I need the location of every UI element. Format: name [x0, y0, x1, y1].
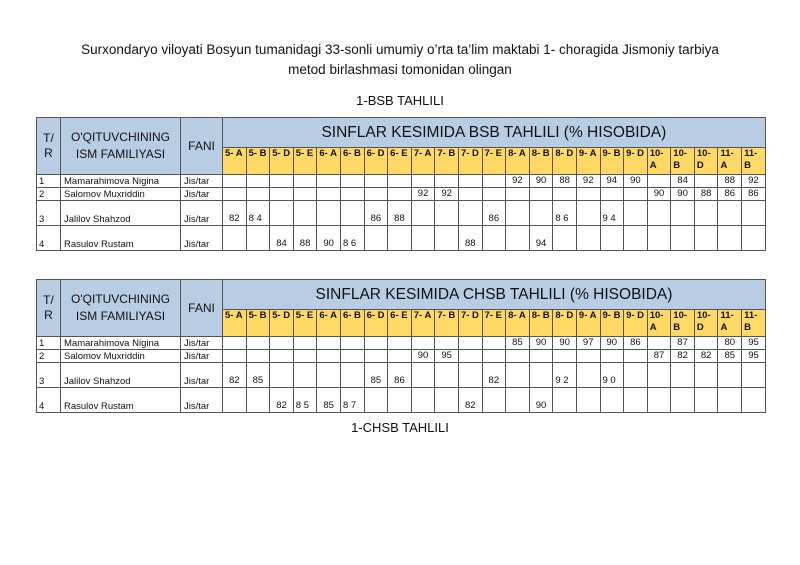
- score-cell: 8 7: [340, 388, 364, 413]
- score-cell: [624, 350, 648, 363]
- score-cell: 88: [458, 226, 482, 251]
- score-cell: [223, 337, 247, 350]
- score-cell: 92: [435, 188, 459, 201]
- score-cell: [340, 188, 364, 201]
- score-cell: [270, 337, 294, 350]
- score-cell: [482, 337, 506, 350]
- table-row: [37, 201, 766, 226]
- score-cell: [270, 175, 294, 188]
- score-cell: [411, 175, 435, 188]
- score-cell: [223, 350, 247, 363]
- score-cell: [293, 363, 317, 388]
- score-cell: [624, 363, 648, 388]
- score-cell: 85: [246, 363, 270, 388]
- score-cell: 95: [742, 337, 766, 350]
- score-cell: [482, 188, 506, 201]
- score-cell: 82: [482, 363, 506, 388]
- subject-cell: Jis/tar: [181, 388, 223, 413]
- score-cell: [340, 201, 364, 226]
- tr-header: T/ R: [37, 118, 61, 175]
- score-cell: 80: [718, 337, 742, 350]
- table-row: [37, 337, 766, 350]
- table-row: [37, 350, 766, 363]
- subject-header: FANI: [181, 118, 223, 175]
- score-cell: [435, 226, 459, 251]
- score-cell: 86: [364, 201, 388, 226]
- class-header: 9- A: [576, 148, 600, 175]
- score-cell: [411, 388, 435, 413]
- score-cell: 90: [671, 188, 695, 201]
- score-cell: 90: [529, 175, 553, 188]
- teacher-name: Mamarahimova Nigina: [61, 175, 181, 188]
- title-line-2: metod birlashmasi tomonidan olingan: [288, 62, 512, 77]
- row-number: 2: [37, 350, 61, 363]
- score-cell: [576, 188, 600, 201]
- score-cell: [506, 188, 530, 201]
- class-header: 5- B: [246, 310, 270, 337]
- class-header: 5- E: [293, 310, 317, 337]
- score-cell: [624, 201, 648, 226]
- class-header: 5- A: [223, 310, 247, 337]
- class-header: 6- E: [388, 310, 412, 337]
- score-cell: [576, 388, 600, 413]
- score-cell: 92: [576, 175, 600, 188]
- class-header: 7- E: [482, 148, 506, 175]
- score-cell: [671, 226, 695, 251]
- class-header: 5- E: [293, 148, 317, 175]
- score-cell: [435, 175, 459, 188]
- score-cell: [364, 337, 388, 350]
- score-cell: [506, 388, 530, 413]
- score-cell: [246, 388, 270, 413]
- score-cell: [529, 363, 553, 388]
- score-cell: 87: [671, 337, 695, 350]
- score-cell: [671, 201, 695, 226]
- subject-cell: Jis/tar: [181, 188, 223, 201]
- teacher-name: Jalilov Shahzod: [61, 201, 181, 226]
- score-cell: [624, 388, 648, 413]
- score-cell: [270, 350, 294, 363]
- score-cell: 88: [388, 201, 412, 226]
- score-cell: 86: [482, 201, 506, 226]
- score-cell: 86: [624, 337, 648, 350]
- score-cell: [576, 201, 600, 226]
- score-cell: [742, 201, 766, 226]
- class-header: 10- B: [671, 310, 695, 337]
- score-cell: [293, 337, 317, 350]
- class-header: 7- B: [435, 148, 459, 175]
- score-cell: 86: [718, 188, 742, 201]
- score-cell: [388, 226, 412, 251]
- chsb-analysis-table: [36, 279, 766, 413]
- score-cell: [506, 350, 530, 363]
- score-cell: [435, 363, 459, 388]
- score-cell: [694, 363, 718, 388]
- teacher-name: Mamarahimova Nigina: [61, 337, 181, 350]
- score-cell: [246, 350, 270, 363]
- score-cell: [624, 226, 648, 251]
- score-cell: [317, 188, 341, 201]
- subject-cell: Jis/tar: [181, 175, 223, 188]
- score-cell: [529, 201, 553, 226]
- class-header: 11- B: [742, 148, 766, 175]
- score-cell: [458, 175, 482, 188]
- score-cell: [671, 363, 695, 388]
- score-cell: [364, 175, 388, 188]
- table-row: [37, 175, 766, 188]
- score-cell: [364, 388, 388, 413]
- class-header: 8- A: [506, 310, 530, 337]
- score-cell: [340, 350, 364, 363]
- score-cell: 90: [529, 388, 553, 413]
- score-cell: [647, 388, 671, 413]
- subject-cell: Jis/tar: [181, 363, 223, 388]
- score-cell: [482, 175, 506, 188]
- class-header: 7- A: [411, 148, 435, 175]
- score-cell: [458, 350, 482, 363]
- class-header: 8- D: [553, 310, 577, 337]
- score-cell: [317, 350, 341, 363]
- class-header: 6- A: [317, 148, 341, 175]
- score-cell: [317, 201, 341, 226]
- score-cell: 9 0: [600, 363, 624, 388]
- class-header: 10- A: [647, 148, 671, 175]
- score-cell: [246, 337, 270, 350]
- score-cell: [576, 350, 600, 363]
- score-cell: [293, 188, 317, 201]
- score-cell: 88: [718, 175, 742, 188]
- score-cell: [506, 363, 530, 388]
- class-header: 8- B: [529, 148, 553, 175]
- score-cell: [411, 226, 435, 251]
- score-cell: 90: [317, 226, 341, 251]
- score-cell: [246, 188, 270, 201]
- score-cell: [411, 337, 435, 350]
- score-cell: [364, 226, 388, 251]
- score-cell: 82: [270, 388, 294, 413]
- score-cell: 92: [411, 188, 435, 201]
- class-header: 11- B: [742, 310, 766, 337]
- score-cell: [458, 337, 482, 350]
- score-cell: 84: [270, 226, 294, 251]
- score-cell: [553, 188, 577, 201]
- row-number: 3: [37, 201, 61, 226]
- score-cell: [223, 388, 247, 413]
- score-cell: [482, 388, 506, 413]
- score-cell: [482, 226, 506, 251]
- score-cell: [553, 350, 577, 363]
- name-header: O'QITUVCHINING ISM FAMILIYASI: [61, 280, 181, 337]
- teacher-name: Rasulov Rustam: [61, 226, 181, 251]
- score-cell: [293, 350, 317, 363]
- score-cell: [317, 337, 341, 350]
- row-number: 3: [37, 363, 61, 388]
- score-cell: [647, 226, 671, 251]
- score-cell: 85: [506, 337, 530, 350]
- score-cell: [647, 363, 671, 388]
- score-cell: [293, 175, 317, 188]
- score-cell: [718, 363, 742, 388]
- score-cell: [223, 226, 247, 251]
- table-row: [37, 363, 766, 388]
- score-cell: [600, 226, 624, 251]
- score-cell: 90: [411, 350, 435, 363]
- score-cell: 9 2: [553, 363, 577, 388]
- score-cell: [270, 201, 294, 226]
- score-cell: 90: [624, 175, 648, 188]
- score-cell: 87: [647, 350, 671, 363]
- score-cell: [458, 363, 482, 388]
- score-cell: 92: [742, 175, 766, 188]
- bsb-analysis-table: [36, 117, 766, 251]
- score-cell: 84: [671, 175, 695, 188]
- score-cell: [742, 388, 766, 413]
- name-header: O'QITUVCHINING ISM FAMILIYASI: [61, 118, 181, 175]
- score-cell: 88: [553, 175, 577, 188]
- score-cell: 82: [671, 350, 695, 363]
- score-cell: [223, 175, 247, 188]
- score-cell: [694, 175, 718, 188]
- score-cell: [223, 188, 247, 201]
- score-cell: [506, 201, 530, 226]
- class-header: 6- E: [388, 148, 412, 175]
- row-number: 1: [37, 175, 61, 188]
- document-title: [40, 40, 760, 80]
- teacher-name: Rasulov Rustam: [61, 388, 181, 413]
- class-header: 10- D: [694, 148, 718, 175]
- score-cell: [435, 201, 459, 226]
- score-cell: 82: [223, 201, 247, 226]
- class-header: 7- D: [458, 310, 482, 337]
- subject-cell: Jis/tar: [181, 226, 223, 251]
- score-cell: [340, 175, 364, 188]
- score-cell: [647, 337, 671, 350]
- class-header: 7- A: [411, 310, 435, 337]
- score-cell: [435, 337, 459, 350]
- class-header: 7- B: [435, 310, 459, 337]
- class-header: 9- D: [624, 148, 648, 175]
- teacher-name: Jalilov Shahzod: [61, 363, 181, 388]
- score-cell: 9 4: [600, 201, 624, 226]
- score-cell: [553, 388, 577, 413]
- score-cell: [317, 175, 341, 188]
- class-header: 8- A: [506, 148, 530, 175]
- score-cell: [388, 388, 412, 413]
- score-cell: 8 4: [246, 201, 270, 226]
- score-cell: [270, 363, 294, 388]
- score-cell: [317, 363, 341, 388]
- score-cell: [388, 337, 412, 350]
- score-cell: [600, 350, 624, 363]
- score-cell: 82: [694, 350, 718, 363]
- score-cell: [529, 188, 553, 201]
- score-cell: 85: [364, 363, 388, 388]
- row-number: 2: [37, 188, 61, 201]
- score-cell: [694, 337, 718, 350]
- score-cell: [388, 175, 412, 188]
- score-cell: [506, 226, 530, 251]
- row-number: 4: [37, 388, 61, 413]
- score-cell: 90: [647, 188, 671, 201]
- table-row: [37, 188, 766, 201]
- score-cell: [671, 388, 695, 413]
- score-cell: 94: [600, 175, 624, 188]
- class-header: 6- A: [317, 310, 341, 337]
- score-cell: [718, 201, 742, 226]
- teacher-name: Salomov Muxriddin: [61, 350, 181, 363]
- class-header: 10- A: [647, 310, 671, 337]
- subject-cell: Jis/tar: [181, 201, 223, 226]
- score-cell: 95: [435, 350, 459, 363]
- class-header: 8- D: [553, 148, 577, 175]
- class-header: 10- D: [694, 310, 718, 337]
- score-cell: 90: [529, 337, 553, 350]
- table-row: [37, 226, 766, 251]
- score-cell: [246, 175, 270, 188]
- score-cell: [458, 201, 482, 226]
- class-header: 11- A: [718, 310, 742, 337]
- table-title: SINFLAR KESIMIDA CHSB TAHLILI (% HISOBIDA): [223, 280, 766, 310]
- score-cell: [647, 201, 671, 226]
- score-cell: [694, 201, 718, 226]
- class-header: 5- D: [270, 310, 294, 337]
- score-cell: 95: [742, 350, 766, 363]
- score-cell: 8 6: [553, 201, 577, 226]
- row-number: 1: [37, 337, 61, 350]
- score-cell: [364, 188, 388, 201]
- score-cell: 82: [458, 388, 482, 413]
- score-cell: 97: [576, 337, 600, 350]
- score-cell: 8 6: [340, 226, 364, 251]
- class-header: 5- A: [223, 148, 247, 175]
- class-header: 10- B: [671, 148, 695, 175]
- score-cell: [482, 350, 506, 363]
- score-cell: [411, 201, 435, 226]
- score-cell: [340, 363, 364, 388]
- score-cell: 90: [600, 337, 624, 350]
- score-cell: [364, 350, 388, 363]
- score-cell: [600, 388, 624, 413]
- class-header: 9- B: [600, 310, 624, 337]
- class-header: 11- A: [718, 148, 742, 175]
- score-cell: [411, 363, 435, 388]
- score-cell: [742, 363, 766, 388]
- score-cell: [718, 388, 742, 413]
- score-cell: [340, 337, 364, 350]
- class-header: 8- B: [529, 310, 553, 337]
- score-cell: [553, 226, 577, 251]
- score-cell: 8 5: [293, 388, 317, 413]
- caption-chsb: 1-CHSB TAHLILI: [351, 420, 449, 435]
- subject-header: FANI: [181, 280, 223, 337]
- class-header: 6- B: [340, 148, 364, 175]
- score-cell: [435, 388, 459, 413]
- table-title: SINFLAR KESIMIDA BSB TAHLILI (% HISOBIDA): [223, 118, 766, 148]
- class-header: 7- E: [482, 310, 506, 337]
- subject-cell: Jis/tar: [181, 337, 223, 350]
- score-cell: 85: [718, 350, 742, 363]
- class-header: 6- B: [340, 310, 364, 337]
- tr-header: T/ R: [37, 280, 61, 337]
- class-header: 9- A: [576, 310, 600, 337]
- row-number: 4: [37, 226, 61, 251]
- score-cell: [647, 175, 671, 188]
- score-cell: 88: [694, 188, 718, 201]
- score-cell: [694, 388, 718, 413]
- caption-bsb: 1-BSB TAHLILI: [356, 93, 444, 108]
- score-cell: [246, 226, 270, 251]
- class-header: 5- B: [246, 148, 270, 175]
- subject-cell: Jis/tar: [181, 350, 223, 363]
- teacher-name: Salomov Muxriddin: [61, 188, 181, 201]
- score-cell: 82: [223, 363, 247, 388]
- class-header: 9- D: [624, 310, 648, 337]
- title-line-1: Surxondaryo viloyati Bosyun tumanidagi 33-sonli umumiy o’rta ta’lim maktabi 1- choragida Jismoniy tarbiya: [81, 42, 719, 57]
- score-cell: 90: [553, 337, 577, 350]
- score-cell: [624, 188, 648, 201]
- score-cell: 86: [388, 363, 412, 388]
- score-cell: [458, 188, 482, 201]
- score-cell: 86: [742, 188, 766, 201]
- score-cell: [529, 350, 553, 363]
- class-header: 9- B: [600, 148, 624, 175]
- score-cell: [600, 188, 624, 201]
- score-cell: [576, 226, 600, 251]
- class-header: 6- D: [364, 310, 388, 337]
- score-cell: 88: [293, 226, 317, 251]
- score-cell: [742, 226, 766, 251]
- score-cell: [388, 188, 412, 201]
- score-cell: [293, 201, 317, 226]
- score-cell: [718, 226, 742, 251]
- score-cell: [388, 350, 412, 363]
- class-header: 5- D: [270, 148, 294, 175]
- class-header: 6- D: [364, 148, 388, 175]
- score-cell: [576, 363, 600, 388]
- score-cell: 94: [529, 226, 553, 251]
- score-cell: 85: [317, 388, 341, 413]
- table-row: [37, 388, 766, 413]
- score-cell: [270, 188, 294, 201]
- score-cell: 92: [506, 175, 530, 188]
- class-header: 7- D: [458, 148, 482, 175]
- score-cell: [694, 226, 718, 251]
